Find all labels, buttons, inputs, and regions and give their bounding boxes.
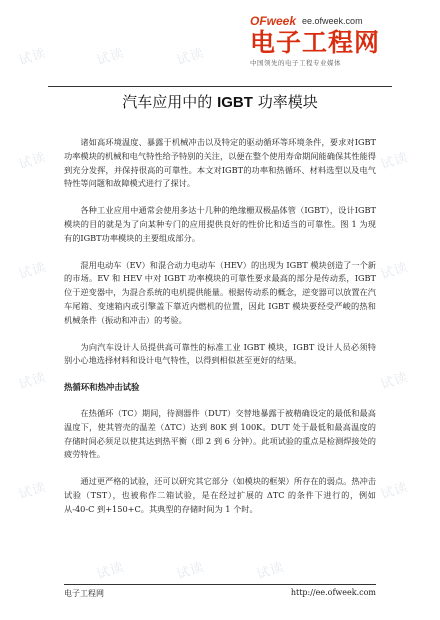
watermark: 试读: [94, 45, 127, 69]
title-suffix: 功率模块: [257, 93, 318, 111]
footer-site-name: 电子工程网: [64, 589, 104, 598]
paragraph: 通过更严格的试验，还可以研究其它部分（如模块的框架）所存在的弱点。热冲击试验（TST），也被称作二箱试验，是在经过扩展的 ΔTC 的条件下进行的，例如从-40-C 到+150+C。其典型的存储时间为 1 个时。: [64, 476, 376, 514]
watermark: 试读: [378, 369, 411, 393]
brand-slogan: 中国领先的电子工程专业媒体: [250, 59, 341, 67]
watermark: 试读: [94, 559, 127, 583]
watermark: 试读: [16, 259, 49, 283]
watermark: 试读: [254, 559, 287, 583]
title-row: [48, 86, 392, 112]
watermark: 试读: [16, 479, 49, 503]
paragraph: 混用电动车（EV）和混合动力电动车（HEV）的出现为 IGBT 模块创造了一个新的市场。EV 和 HEV 中对 IGBT 功率模块的可靠性要求最高的部分是传动系，IGBT 位于逆变器中，为混合系统的电机提供能量。根据传动系的概念，逆变器可以放置在汽车尾箱、变速箱内或引擎盖下靠近内燃机的位置，因此 IGBT 模块要经受严峻的热和机械条件（振动和冲击）的考验。: [64, 259, 376, 325]
title-prefix: 汽车应用中的: [122, 93, 213, 111]
watermark: 试读: [378, 149, 411, 173]
section-heading: 热循环和热冲击试验: [64, 382, 140, 393]
page-footer: [64, 584, 376, 599]
brand-name: 电子工程网: [250, 28, 381, 57]
ofweek-logo[interactable]: OFweek: [250, 14, 297, 28]
watermark: 试读: [174, 559, 207, 583]
watermark: 试读: [16, 369, 49, 393]
paragraph: 在热循环（TC）期间，待测器件（DUT）交替地暴露于被精确设定的最低和最高温度下，使其管壳的温差（ΔTC）达到 80K 到 100K。DUT 处于最低和最高温度的存储时间必须足以使其达到热平衡（即 2 到 6 分钟）。此项试验的重点是检测焊接处的疲劳特性。: [64, 407, 376, 460]
brand-top-row: [250, 14, 410, 28]
paragraph: 诸如高环境温度、暴露于机械冲击以及特定的驱动循环等环境条件，要求对IGBT功率模块的机械和电气特性给予特别的关注，以便在整个使用寿命期间能确保其性能得到充分发挥，并保持很高的可靠性。本文对IGBT的功率和热循环、材料选型以及电气特性等问题和故障模式进行了探讨。: [64, 137, 376, 189]
paragraph: 为向汽车设计人员提供高可靠性的标准工业 IGBT 模块，IGBT 设计人员必须特别小心地选择材料和设计电气特性，以得到相似甚至更好的结果。: [64, 341, 376, 366]
title-igbt: IGBT: [217, 94, 253, 111]
watermark: 试读: [378, 479, 411, 503]
footer-url[interactable]: http://ee.ofweek.com: [290, 588, 376, 597]
watermark: 试读: [174, 45, 207, 69]
paragraph: 各种工业应用中通常会使用多达十几种的绝缘栅双极晶体管（IGBT），设计IGBT模块的目的就是为了向某种专门的应用提供良好的性价比和适当的可靠性。图 1 为现有的IGBT功率模块的主要组成部分。: [64, 205, 376, 243]
watermark: 试读: [16, 45, 49, 69]
brand-header: [250, 14, 410, 67]
watermark: 试读: [16, 149, 49, 173]
article-body: [64, 136, 376, 530]
page-title: [48, 91, 392, 112]
brand-url[interactable]: ee.ofweek.com: [302, 16, 363, 26]
watermark: 试读: [378, 259, 411, 283]
